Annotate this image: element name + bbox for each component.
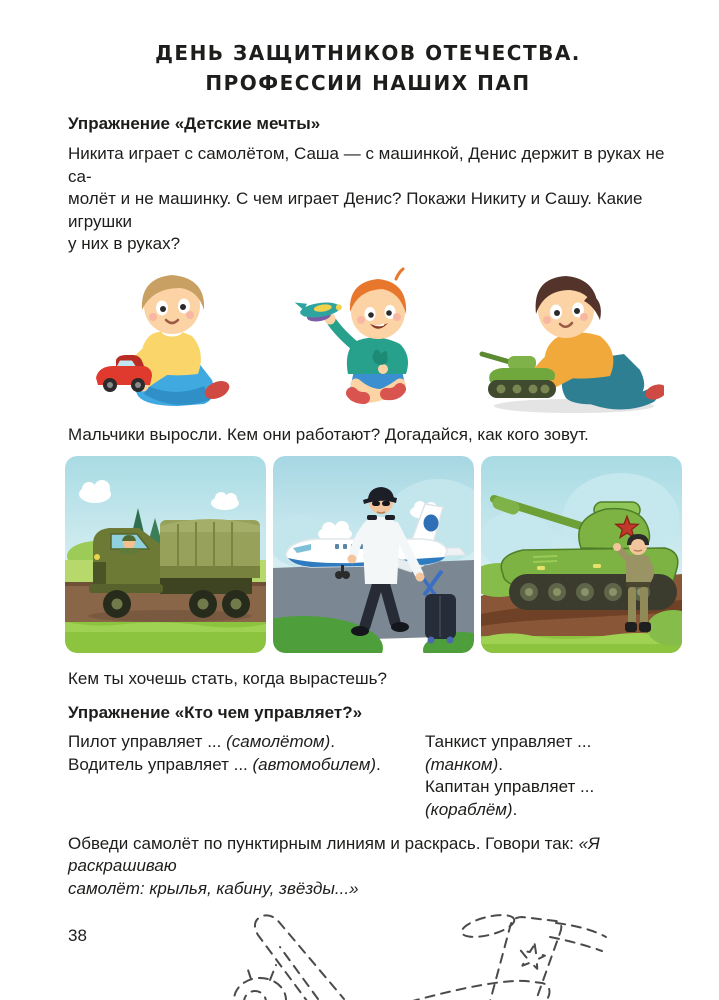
intro-line-1: Никита играет с самолётом, Саша — с машинкой, Денис держит в руках не са-	[68, 144, 665, 186]
exercise-control-right-column	[425, 731, 668, 821]
intro-line-2: молёт и не машинку. С чем играет Денис? Покажи Никиту и Сашу. Какие игрушки	[68, 189, 643, 231]
exercise-control-list	[68, 731, 668, 821]
profession-cards-row	[65, 456, 668, 653]
future-question: Кем ты хочешь стать, когда вырастешь?	[68, 668, 387, 688]
trace-line-1: Обведи самолёт по пунктирным линиям и раскрась. Говори так: «Я раскрашиваю	[68, 833, 600, 876]
title-line-2: ПРОФЕССИИ НАШИХ ПАП	[205, 71, 531, 95]
control-item-tankman: Танкист управляет ... (танком).	[425, 732, 592, 774]
control-item-captain: Капитан управляет ... (кораблём).	[425, 777, 595, 820]
boy-with-toy-tank-illustration	[474, 266, 664, 414]
tankman-near-tank-illustration	[481, 456, 682, 653]
control-item-pilot: Пилот управляет ... (самолётом).	[68, 732, 335, 752]
trace-line-2: самолёт: крылья, кабину, звёзды...»	[68, 878, 359, 898]
page-number: 38	[68, 926, 87, 945]
exercise-dreams-intro	[68, 143, 668, 256]
title-line-1: ДЕНЬ ЗАЩИТНИКОВ ОТЕЧЕСТВА.	[155, 41, 581, 65]
trace-instruction	[68, 833, 668, 901]
dotted-airplane-outline	[158, 905, 610, 1000]
page-title	[68, 38, 668, 98]
exercise-dreams-heading: Упражнение «Детские мечты»	[68, 114, 321, 133]
control-item-driver: Водитель управляет ... (автомобилем).	[68, 754, 381, 774]
boy-with-toy-car-illustration	[86, 266, 256, 414]
pilot-near-airplane-illustration	[273, 456, 474, 653]
military-truck-driver-illustration	[65, 456, 266, 653]
exercise-control-heading: Упражнение «Кто чем управляет?»	[68, 703, 363, 723]
dotted-airplane-area	[158, 905, 668, 1000]
boys-illustration-row	[86, 262, 664, 414]
intro-line-3: у них в руках?	[68, 234, 181, 254]
exercise-control-left-column	[68, 731, 425, 821]
grown-up-caption: Мальчики выросли. Кем они работают? Догадайся, как кого зовут.	[68, 425, 589, 445]
boy-with-toy-airplane-illustration	[290, 262, 440, 414]
